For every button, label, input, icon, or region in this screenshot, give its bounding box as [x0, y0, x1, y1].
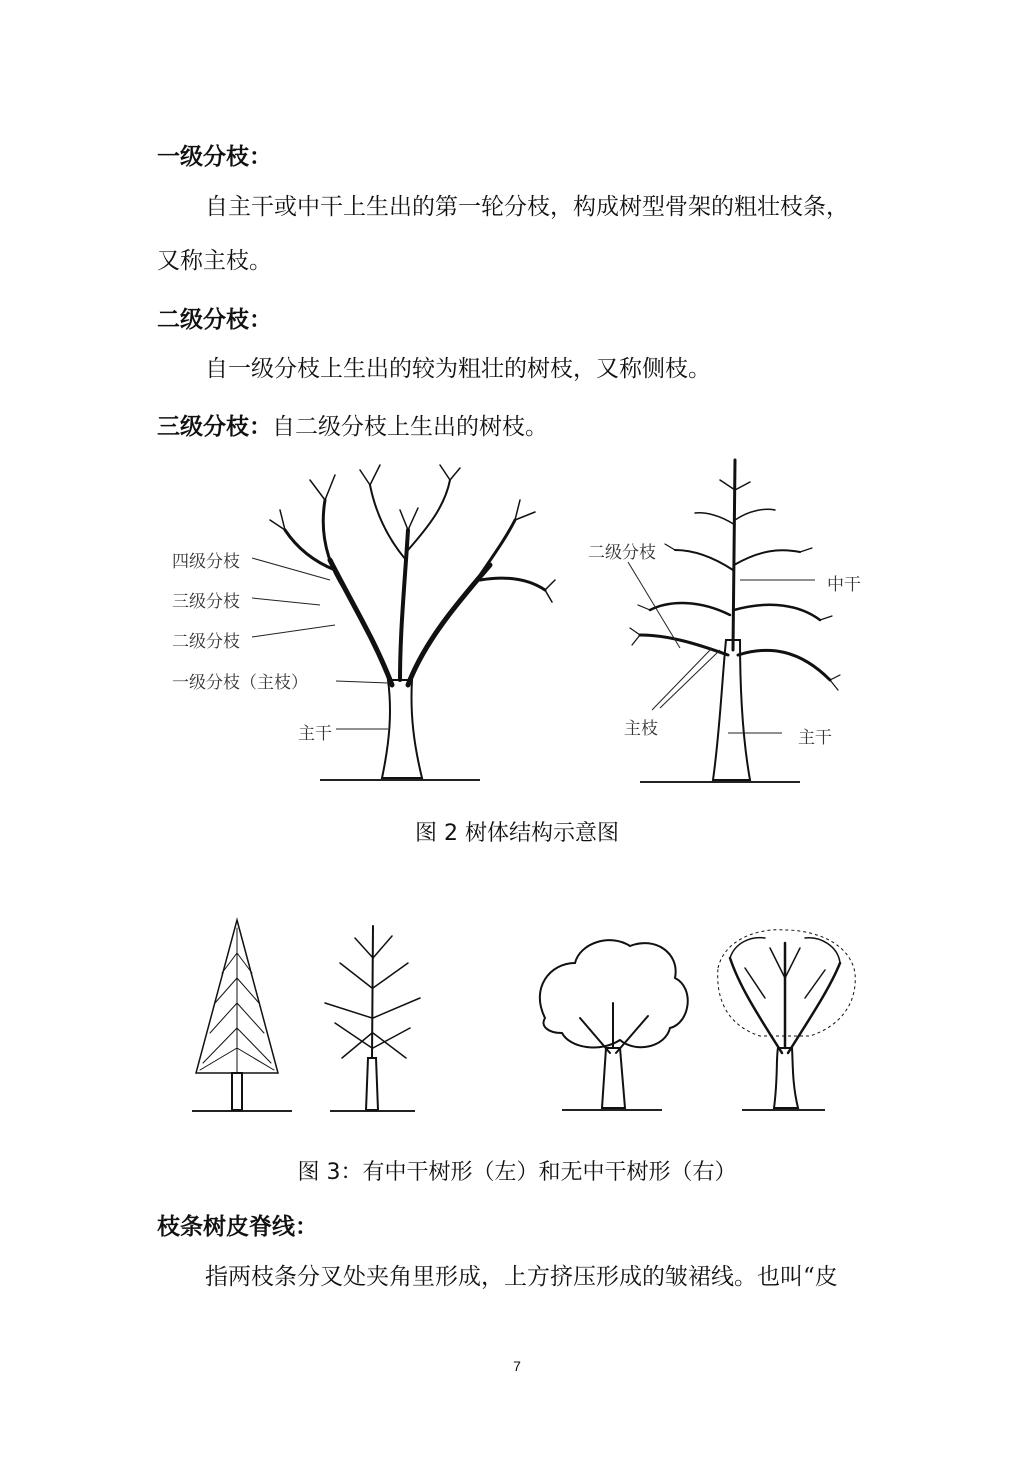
label-central-leader: 中干 [827, 575, 861, 595]
tree-structure-illustration [160, 440, 880, 800]
paragraph-line: 又称主枝。 [157, 248, 272, 274]
label-third-branch: 三级分枝 [172, 592, 240, 612]
label-second-branch-right: 二级分枝 [588, 543, 656, 563]
figure3-caption: 图 3：有中干树形（左）和无中干树形（右） [297, 1160, 737, 1185]
tree-forms-illustration [170, 908, 870, 1118]
label-trunk-left: 主干 [298, 724, 332, 744]
label-second-branch: 二级分枝 [172, 632, 240, 652]
paragraph-line: 指两枝条分叉处夹角里形成，上方挤压形成的皱裙线。也叫“皮 [205, 1264, 838, 1290]
paragraph-branch-bark-ridge [157, 1250, 887, 1304]
label-fourth-branch: 四级分枝 [172, 552, 240, 572]
heading-tertiary-branch [157, 408, 548, 441]
paragraph-secondary-branch [157, 342, 887, 396]
round-deciduous-tree-drawing [718, 930, 856, 1110]
label-main-branch: 一级分枝（主枝） [172, 673, 308, 693]
paragraph-line: 自主干或中干上生出的第一轮分枝，构成树型骨架的粗壮枝条， [205, 194, 849, 220]
heading-inline-text: 自二级分枝上生出的树枝。 [272, 414, 548, 440]
leader-deciduous-tree-drawing [325, 926, 420, 1111]
figure2-caption: 图 2 树体结构示意图 [415, 821, 619, 846]
heading-secondary-branch: 二级分枝： [157, 307, 272, 333]
heading-branch-bark-ridge: 枝条树皮脊线： [157, 1214, 318, 1240]
label-trunk-right: 主干 [798, 728, 832, 748]
canopy-tree-drawing [540, 940, 688, 1110]
figure-tree-structure [160, 440, 880, 800]
label-main-branch-right: 主枝 [624, 719, 658, 739]
page-number: 7 [513, 1358, 521, 1374]
paragraph-primary-branch [157, 180, 887, 288]
conifer-tree-drawing [192, 920, 292, 1111]
figure-tree-forms [170, 908, 870, 1118]
heading-label: 三级分枝： [157, 414, 272, 440]
heading-primary-branch: 一级分枝： [157, 144, 272, 170]
paragraph-line: 自一级分枝上生出的较为粗壮的树枝，又称侧枝。 [205, 356, 711, 382]
